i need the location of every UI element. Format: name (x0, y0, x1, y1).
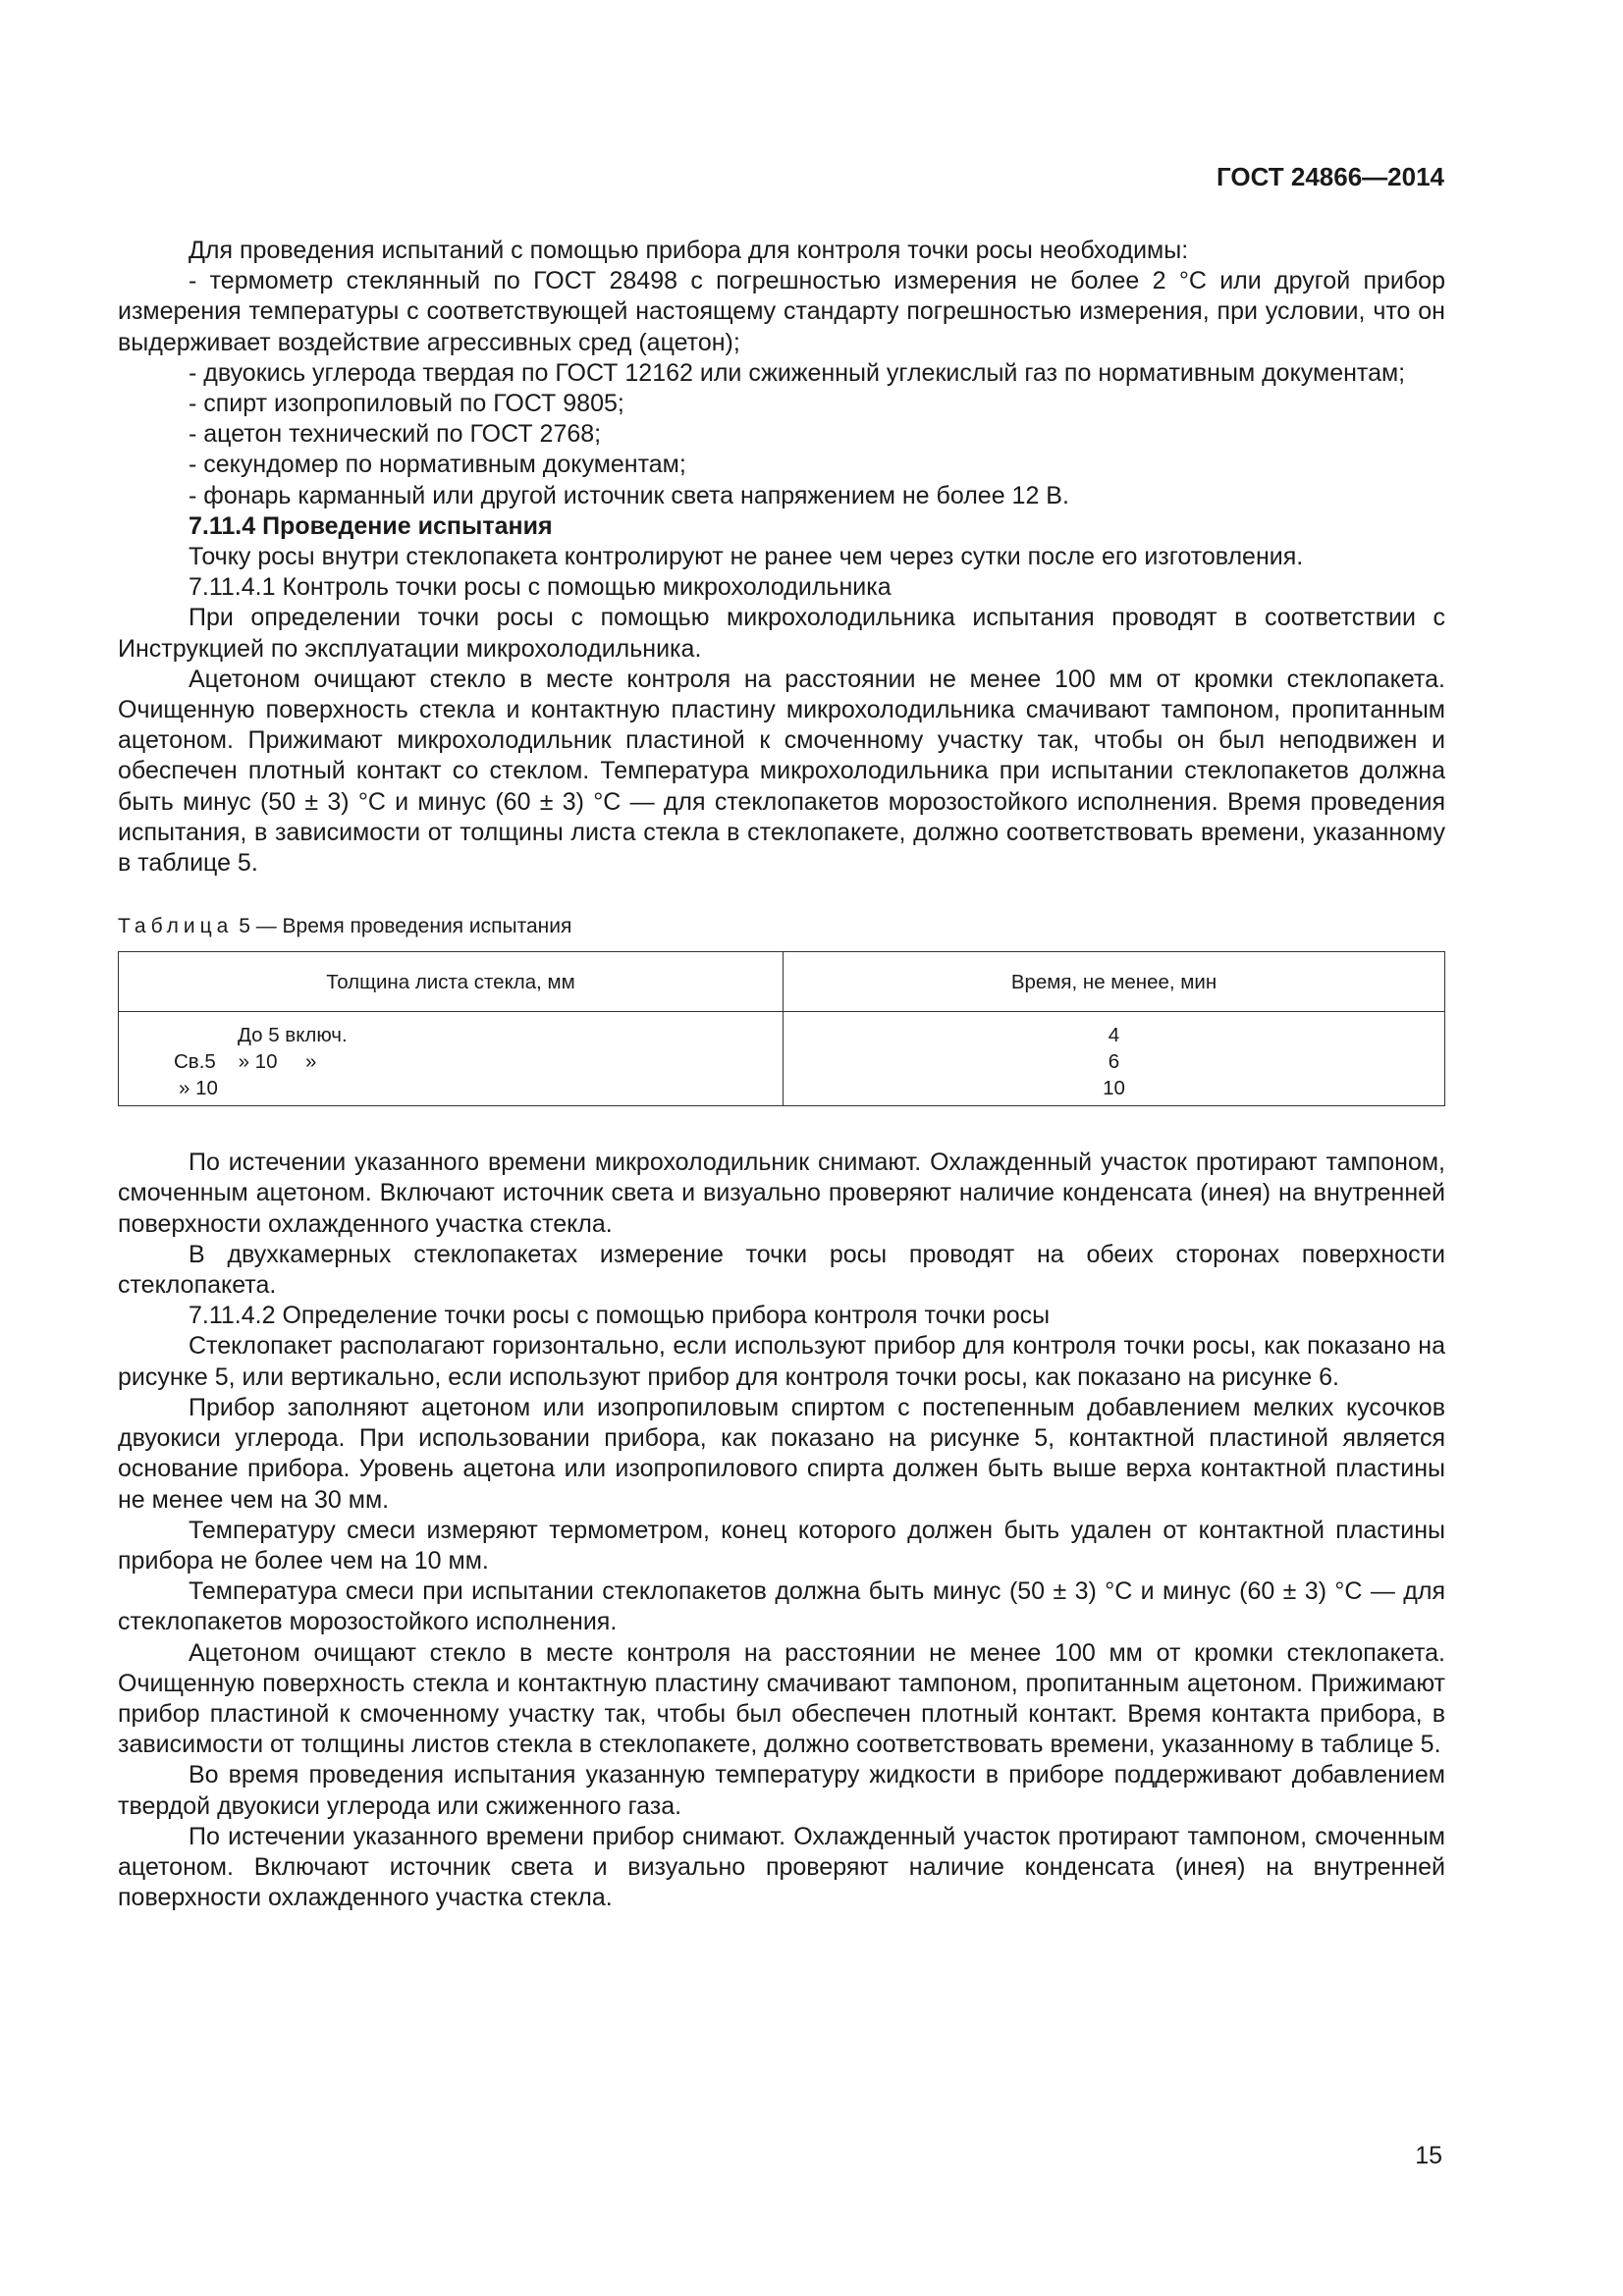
table-caption-text: 5 — Время проведения испытания (239, 915, 572, 938)
paragraph: Точку росы внутри стеклопакета контролируют не ранее чем через сутки после его изготовления. (189, 543, 1304, 571)
paragraph: Ацетоном очищают стекло в месте контроля на расстоянии не менее 100 мм от кромки стеклопакета. Очищенную поверхность стекла и контактную пластину микрохолодильника смачивают тампоном, пропитанным ацетоном. Прижимают микрохолодильник пластиной к смоченному участку так, чтобы он был неподвижен и обеспечен плотный контакт со стеклом. Температура микрохолодильника при испытании стеклопакетов должна быть минус (50 ± 3) °С и минус (60 ± 3) °С — для стеклопакетов морозостойкого исполнения. Время проведения испытания, в зависимости от толщины листа стекла в стеклопакете, должно соответствовать времени, указанному в таблице 5. (118, 665, 1445, 878)
paragraph: Ацетоном очищают стекло в месте контроля на расстоянии не менее 100 мм от кромки стеклопакета. Очищенную поверхность стекла и контактную пластину смачивают тампоном, пропитанным ацетоном. Прижимают прибор пластиной к смоченному участку так, чтобы был обеспечен плотный контакт. Время контакта прибора, в зависимости от толщины листов стекла в стеклопакете, должно соответствовать времени, указанному в таблице 5. (118, 1638, 1445, 1759)
col-header-time: Время, не менее, мин (784, 952, 1445, 1012)
paragraph: Для проведения испытаний с помощью прибора для контроля точки росы необходимы: (189, 237, 1189, 264)
list-item: - термометр стеклянный по ГОСТ 28498 с погрешностью измерения не более 2 °C или другой прибор измерения температуры с соответствующей настоящему стандарту погрешностью измерения, при условии, что он выдерживает воздействие агрессивных сред (ацетон); (118, 267, 1445, 356)
page-number: 15 (1415, 2142, 1442, 2169)
paragraph: По истечении указанного времени микрохолодильник снимают. Охлажденный участок протирают тампоном, смоченным ацетоном. Включают источник света и визуально проверяют наличие конденсата (инея) на внутренней поверхности охлажденного участка стекла. (118, 1148, 1445, 1238)
paragraph: Прибор заполняют ацетоном или изопропиловым спиртом с постепенным добавлением мелких кусочков двуокиси углерода. При использовании прибора, как показано на рисунке 5, контактной пластиной является основание прибора. Уровень ацетона или изопропилового спирта должен быть выше верха контактной пластины не менее чем на 30 мм. (118, 1393, 1445, 1514)
paragraph: При определении точки росы с помощью микрохолодильника испытания проводят в соответствии с Инструкцией по эксплуатации микрохолодильника. (118, 604, 1445, 663)
list-item: - фонарь карманный или другой источник света напряжением не более 12 В. (189, 481, 1069, 509)
list-item: - ацетон технический по ГОСТ 2768; (189, 420, 602, 449)
list-item: - двуокись углерода твердая по ГОСТ 12162 или сжиженный углекислый газ по нормативным документам; (189, 358, 1406, 387)
table-caption (118, 912, 1445, 941)
list-item: - секундомер по нормативным документам; (189, 451, 686, 479)
paragraph: Температуру смеси измеряют термометром, конец которого должен быть удален от контактной пластины прибора не более чем на 10 мм. (118, 1516, 1445, 1575)
paragraph: Во время проведения испытания указанную температуру жидкости в приборе поддерживают добавлением твердой двуокиси углерода или сжиженного газа. (118, 1761, 1445, 1820)
time-value: 4 (1108, 1024, 1120, 1047)
col-header-thickness: Толщина листа стекла, мм (119, 952, 784, 1012)
page-body (118, 236, 1445, 1913)
paragraph: Стеклопакет располагают горизонтально, если используют прибор для контроля точки росы, как показано на рисунке 5, или вертикально, если используют прибор для контроля точки росы, как показано на рисунке 6. (118, 1332, 1445, 1391)
paragraph: По истечении указанного времени прибор снимают. Охлажденный участок протирают тампоном, смоченным ацетоном. Включают источник света и визуально проверяют наличие конденсата (инея) на внутренней поверхности охлажденного участка стекла. (118, 1822, 1445, 1912)
time-value: 6 (1108, 1050, 1120, 1074)
table-header-row (119, 952, 1445, 1012)
table-caption-prefix: Таблица (118, 915, 234, 938)
paragraph: Температура смеси при испытании стеклопакетов должна быть минус (50 ± 3) °С и минус (60 ± 3) °С — для стеклопакетов морозостойкого исполнения. (118, 1577, 1445, 1636)
thickness-value: » 10 (179, 1077, 218, 1100)
thickness-value: До 5 включ. (238, 1024, 348, 1047)
subsection-heading: 7.11.4.1 Контроль точки росы с помощью микрохолодильника (189, 573, 892, 602)
paragraph: В двухкамерных стеклопакетах измерение точки росы проводят на обеих сторонах поверхности стеклопакета. (118, 1240, 1445, 1300)
table-5 (118, 951, 1445, 1106)
section-heading: 7.11.4 Проведение испытания (189, 511, 553, 540)
time-value: 10 (1103, 1077, 1125, 1100)
table-body-row (119, 1012, 1445, 1106)
time-cell (784, 1012, 1445, 1106)
list-item: - спирт изопропиловый по ГОСТ 9805; (189, 390, 624, 418)
subsection-heading: 7.11.4.2 Определение точки росы с помощью прибора контроля точки росы (189, 1302, 1051, 1330)
thickness-value: Св.5 » 10 » (174, 1050, 317, 1074)
document-code: ГОСТ 24866—2014 (1217, 162, 1444, 191)
thickness-cell (119, 1012, 784, 1106)
